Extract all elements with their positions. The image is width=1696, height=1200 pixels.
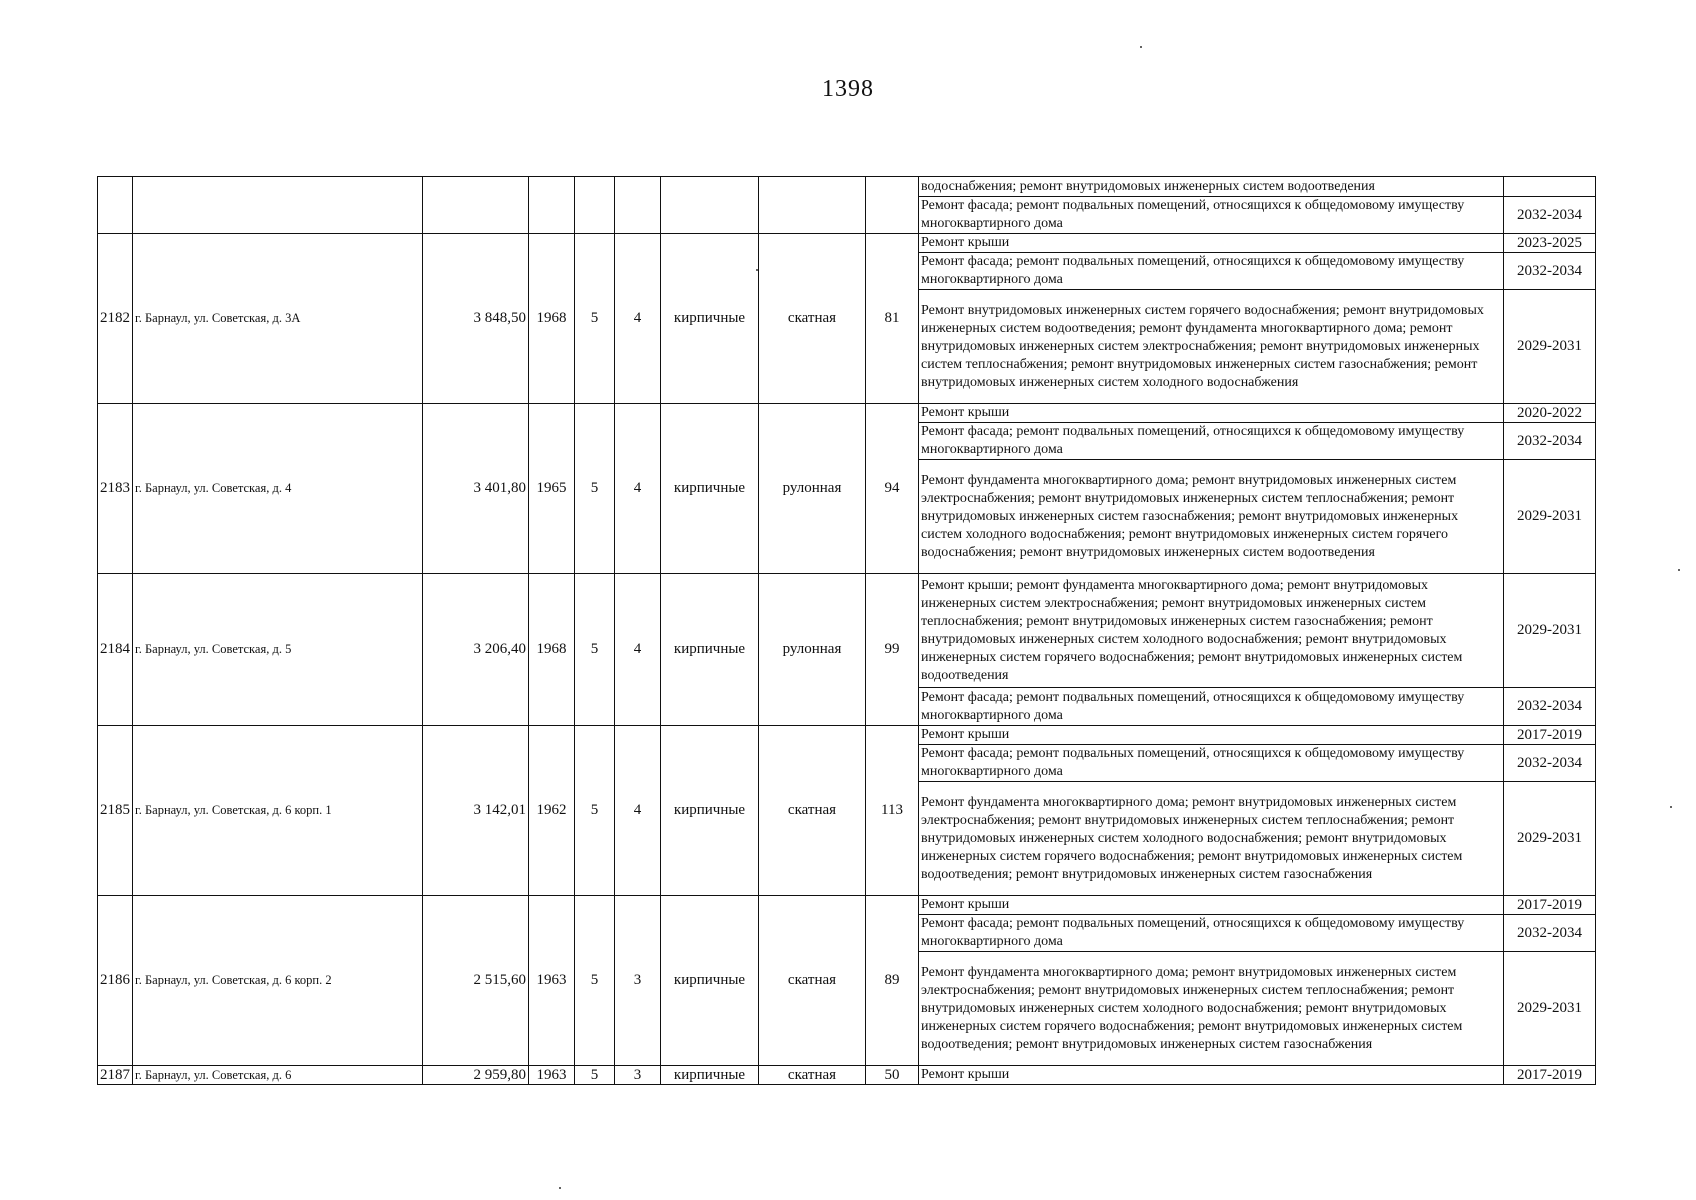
entrances-count: 3 (615, 1066, 661, 1085)
table-row (98, 726, 1596, 745)
floors-count: 5 (575, 1066, 615, 1085)
work-description: Ремонт крыши; ремонт фундамента многоквартирного дома; ремонт внутридомовых инженерных систем электроснабжения; ремонт внутридомовых инженерных систем теплоснабжения; ремонт внутридомовых инженерных систем газоснабжения; ремонт внутридомовых инженерных систем холодного водоснабжения; ремонт внутридомовых инженерных систем горячего водоснабжения; ремонт внутридомовых инженерных систем водоотведения (919, 574, 1504, 688)
work-description: Ремонт крыши (919, 234, 1504, 253)
table-row (98, 177, 1596, 197)
wall-material: кирпичные (661, 726, 759, 896)
work-period: 2029-2031 (1504, 952, 1596, 1066)
work-period: 2032-2034 (1504, 745, 1596, 782)
build-year: 1962 (529, 726, 575, 896)
total-area: 2 515,60 (423, 896, 529, 1066)
work-description: Ремонт крыши (919, 896, 1504, 915)
total-area: 3 848,50 (423, 234, 529, 404)
work-description: Ремонт фасада; ремонт подвальных помещений, относящихся к общедомовому имуществу многоквартирного дома (919, 745, 1504, 782)
work-description: Ремонт фасада; ремонт подвальных помещений, относящихся к общедомовому имуществу многоквартирного дома (919, 915, 1504, 952)
building-number: 2187 (98, 1066, 133, 1085)
roof-type: рулонная (759, 574, 866, 726)
work-description: Ремонт фасада; ремонт подвальных помещений, относящихся к общедомовому имуществу многоквартирного дома (919, 197, 1504, 234)
scan-speck (559, 1187, 561, 1189)
floors-count: 5 (575, 726, 615, 896)
table-body (98, 177, 1596, 1085)
work-period: 2029-2031 (1504, 574, 1596, 688)
scan-speck (1670, 806, 1672, 808)
empty-cell (575, 177, 615, 234)
work-description: Ремонт фундамента многоквартирного дома; ремонт внутридомовых инженерных систем электроснабжения; ремонт внутридомовых инженерных систем теплоснабжения; ремонт внутридомовых инженерных систем холодного водоснабжения; ремонт внутридомовых инженерных систем горячего водоснабжения; ремонт внутридомовых инженерных систем водоотведения; ремонт внутридомовых инженерных систем газоснабжения (919, 782, 1504, 896)
build-year: 1963 (529, 1066, 575, 1085)
work-period: 2023-2025 (1504, 234, 1596, 253)
work-period (1504, 177, 1596, 197)
entrances-count: 4 (615, 574, 661, 726)
roof-type: скатная (759, 726, 866, 896)
building-number: 2186 (98, 896, 133, 1066)
build-year: 1963 (529, 896, 575, 1066)
work-description: Ремонт фундамента многоквартирного дома; ремонт внутридомовых инженерных систем электроснабжения; ремонт внутридомовых инженерных систем теплоснабжения; ремонт внутридомовых инженерных систем газоснабжения; ремонт внутридомовых инженерных систем холодного водоснабжения; ремонт внутридомовых инженерных систем горячего водоснабжения; ремонт внутридомовых инженерных систем водоотведения (919, 460, 1504, 574)
entrances-count: 3 (615, 896, 661, 1066)
page-number: 1398 (822, 76, 874, 102)
roof-type: скатная (759, 234, 866, 404)
work-period: 2032-2034 (1504, 688, 1596, 726)
empty-cell (759, 177, 866, 234)
total-area: 3 142,01 (423, 726, 529, 896)
apartments-count: 99 (866, 574, 919, 726)
work-period: 2032-2034 (1504, 915, 1596, 952)
work-description: Ремонт фасада; ремонт подвальных помещений, относящихся к общедомовому имуществу многоквартирного дома (919, 688, 1504, 726)
wall-material: кирпичные (661, 1066, 759, 1085)
building-address: г. Барнаул, ул. Советская, д. 3А (133, 234, 423, 404)
empty-cell (423, 177, 529, 234)
work-description: Ремонт крыши (919, 404, 1504, 423)
empty-cell (133, 177, 423, 234)
work-period: 2017-2019 (1504, 1066, 1596, 1085)
work-period: 2032-2034 (1504, 197, 1596, 234)
entrances-count: 4 (615, 726, 661, 896)
wall-material: кирпичные (661, 896, 759, 1066)
wall-material: кирпичные (661, 574, 759, 726)
building-address: г. Барнаул, ул. Советская, д. 5 (133, 574, 423, 726)
empty-cell (661, 177, 759, 234)
roof-type: скатная (759, 896, 866, 1066)
work-period: 2020-2022 (1504, 404, 1596, 423)
apartments-count: 50 (866, 1066, 919, 1085)
building-address: г. Барнаул, ул. Советская, д. 4 (133, 404, 423, 574)
floors-count: 5 (575, 404, 615, 574)
apartments-count: 94 (866, 404, 919, 574)
work-description: Ремонт фундамента многоквартирного дома; ремонт внутридомовых инженерных систем электроснабжения; ремонт внутридомовых инженерных систем теплоснабжения; ремонт внутридомовых инженерных систем холодного водоснабжения; ремонт внутридомовых инженерных систем горячего водоснабжения; ремонт внутридомовых инженерных систем водоотведения; ремонт внутридомовых инженерных систем газоснабжения (919, 952, 1504, 1066)
work-description: Ремонт внутридомовых инженерных систем горячего водоснабжения; ремонт внутридомовых инженерных систем водоотведения; ремонт фундамента многоквартирного дома; ремонт внутридомовых инженерных систем электроснабжения; ремонт внутридомовых инженерных систем теплоснабжения; ремонт внутридомовых инженерных систем газоснабжения; ремонт внутридомовых инженерных систем холодного водоснабжения (919, 290, 1504, 404)
empty-cell (615, 177, 661, 234)
table-row (98, 1066, 1596, 1085)
apartments-count: 81 (866, 234, 919, 404)
empty-cell (866, 177, 919, 234)
empty-cell (98, 177, 133, 234)
building-address: г. Барнаул, ул. Советская, д. 6 корп. 1 (133, 726, 423, 896)
housing-repair-table (97, 176, 1596, 1085)
work-period: 2032-2034 (1504, 423, 1596, 460)
roof-type: рулонная (759, 404, 866, 574)
work-period: 2029-2031 (1504, 460, 1596, 574)
work-period: 2017-2019 (1504, 896, 1596, 915)
building-address: г. Барнаул, ул. Советская, д. 6 (133, 1066, 423, 1085)
work-description: Ремонт фасада; ремонт подвальных помещений, относящихся к общедомовому имуществу многоквартирного дома (919, 253, 1504, 290)
build-year: 1968 (529, 574, 575, 726)
work-period: 2032-2034 (1504, 253, 1596, 290)
build-year: 1965 (529, 404, 575, 574)
work-description: водоснабжения; ремонт внутридомовых инженерных систем водоотведения (919, 177, 1504, 197)
table-row (98, 896, 1596, 915)
wall-material: кирпичные (661, 234, 759, 404)
work-period: 2017-2019 (1504, 726, 1596, 745)
work-period: 2029-2031 (1504, 290, 1596, 404)
entrances-count: 4 (615, 404, 661, 574)
scan-speck (756, 269, 758, 271)
scan-speck (1140, 46, 1142, 48)
building-number: 2185 (98, 726, 133, 896)
work-period: 2029-2031 (1504, 782, 1596, 896)
work-description: Ремонт крыши (919, 726, 1504, 745)
scan-speck (1678, 569, 1680, 571)
work-description: Ремонт фасада; ремонт подвальных помещений, относящихся к общедомовому имуществу многоквартирного дома (919, 423, 1504, 460)
work-description: Ремонт крыши (919, 1066, 1504, 1085)
table-row (98, 574, 1596, 688)
apartments-count: 89 (866, 896, 919, 1066)
table-row (98, 234, 1596, 253)
building-number: 2182 (98, 234, 133, 404)
floors-count: 5 (575, 896, 615, 1066)
roof-type: скатная (759, 1066, 866, 1085)
apartments-count: 113 (866, 726, 919, 896)
floors-count: 5 (575, 234, 615, 404)
total-area: 3 401,80 (423, 404, 529, 574)
table-row (98, 404, 1596, 423)
building-number: 2183 (98, 404, 133, 574)
empty-cell (529, 177, 575, 234)
build-year: 1968 (529, 234, 575, 404)
building-number: 2184 (98, 574, 133, 726)
total-area: 3 206,40 (423, 574, 529, 726)
entrances-count: 4 (615, 234, 661, 404)
total-area: 2 959,80 (423, 1066, 529, 1085)
wall-material: кирпичные (661, 404, 759, 574)
building-address: г. Барнаул, ул. Советская, д. 6 корп. 2 (133, 896, 423, 1066)
floors-count: 5 (575, 574, 615, 726)
